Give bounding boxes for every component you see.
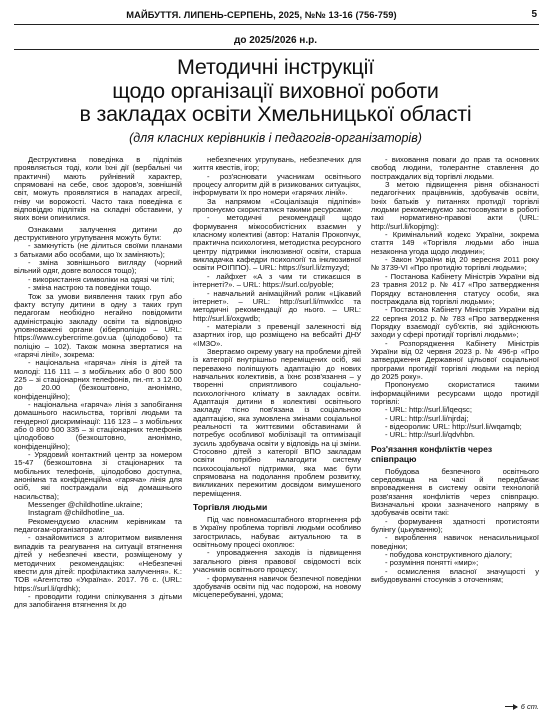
list-item: - виховання поваги до прав та основних свобод людини, толерантне ставлення до постраждалих від торгівлі людьми. — [371, 155, 539, 181]
paragraph: Побудова безпечного освітнього середовища на часі й передбачає впровадження в систему освіти технологій розв'язання конфліктів через співпрацю. Визначальні кроки зазначеного напряму в здобувачів освіти такі: — [371, 466, 539, 518]
list-item: - навчальний анімаційний ролик «Цікавий інтернет». – URL: http://surl.li/mwxlcc та методичні рекомендації до нього. – URL: http://surl.li/oxgwdb; — [193, 288, 361, 323]
list-item: - Закон України від 20 вересня 2011 року № 3739-VI «Про протидію торгівлі людьми»; — [371, 255, 539, 273]
list-item: - лайфхет «А з чим ти стикаєшся в інтернеті?». – URL: https://surl.cc/pyoble; — [193, 271, 361, 290]
headline-line-3: в закладах освіти Хмельницької області — [79, 102, 472, 127]
contact-line: Messenger @childhotline.ukraine; — [28, 500, 143, 510]
paragraph: Під час повномасштабного вторгнення рф в Україну проблема торгівлі людьми особливо загострилась, набуває актуальною та в освітньому процесі охоплює: — [193, 515, 361, 550]
section-heading-trafficking: Торгівля людьми — [193, 502, 268, 513]
list-item: - зміна настрою та поведінки тощо. — [28, 283, 152, 293]
article-column-2 — [193, 156, 361, 600]
list-item: - зміна зовнішнього вигляду (чорний вільний одяг, довге волосся тощо); — [14, 258, 182, 276]
paragraph: Звертаємо окрему увагу на проблеми дітей із категорії внутрішньо переміщених осіб, які переважно поліпшують адаптацію до нових навчальних колективів, а їхнє розв'язання – у творенні сприятливого соціально-психологічного клімату в закладах освіти. Адаптація дитини в колективі освітнього закладу тісно пов'язана із соціальною адаптацією, яка зумовлена змінами соціальної реальності та життєвими обставинами й потребує особливої мобілізації та оптимізації зусиль здобувача освіти у відповідь на ці зміни. Стосовно дітей з категорії ВПО закладам освіти потрібно налагодити систему психосоціальної підтримки, яка має бути спрямована на подолання проблем розвитку, викликаних пережитим досвідом вимушеного переміщення. — [193, 346, 361, 498]
headline-line-2: щодо організації виховної роботи — [112, 78, 439, 103]
newspaper-issue-title: МАЙБУТТЯ. ЛИПЕНЬ-СЕРПЕНЬ, 2025, №№ 13-16 (756-759) — [126, 10, 397, 20]
section-rule — [14, 49, 539, 50]
article-column-1 — [14, 156, 182, 610]
list-item: - національна «гаряча» лінія із дітей та молоді: 116 111 – з мобільних або 0 800 500 225 – зі стаціонарних телефонів, пн.-пт. з 12.00 до 20.00 (безкоштовно, анонімно, конфіденційно); — [14, 358, 182, 401]
list-item: - Урядовий контактний центр за номером 15-47 (безкоштовна зі стаціонарних та мобільних телефонів, цілодобово доступна, анонімна та конфіденційна «гаряча» лінія для осіб, які постраждали від домашнього насильства); — [14, 450, 182, 501]
list-item: - осмислення власної значущості у вибудовуванні стосунків з оточенням; — [371, 566, 539, 585]
continued-on-page — [505, 702, 539, 711]
list-item: - роз'яснювати учасникам освітнього процесу алгоритм дій в ризикованих ситуаціях, інформувати їх про номери «гарячих ліній». — [193, 171, 361, 198]
paragraph: Рекомендуємо класним керівникам та педагогам-організаторам: — [14, 516, 182, 535]
list-item: - формування здатності протистояти булінгу (цькуванню); — [371, 516, 539, 535]
list-item: - методичні рекомендації щодо формування міжособистісних взаємин у класному колективі (автор: Наталія Прокопчук, практична психологиня, методистка ресурсного центру підтримки інклюзивної освіти, старша викладачка кафедри психології та інклюзивної освіти РОІППО). – URL: https://surl.li/zmyzyd; — [193, 213, 361, 273]
list-item: - матеріали з превенції залежності від азартних ігор, що розміщено на вебсайті ДНУ «ІМЗО». — [193, 321, 361, 348]
list-item: - проводити години спілкування з дітьми для запобігання втягнення їх до — [14, 591, 182, 610]
list-item: - ознайомитися з алгоритмом виявлення випадків та реагування на ситуації втягнення дітей у небезпечні квести, розміщеному у методичних рекомендаціях: «Небезпечні квести для дітей: профілактика залучення». К.: ТОВ «Агентство «Україна». 2017. 76 с. (URL: https://surl.li/qrdhk); — [14, 533, 182, 593]
headline-line-1: Методичні інструкції — [176, 55, 375, 79]
article-column-3 — [371, 156, 539, 585]
arrow-right-icon — [505, 706, 517, 707]
list-item: - формування навичок безпечної поведінки здобувачів освіти під час подорожі, на новому місцеперебуванні, удома; — [193, 573, 361, 600]
link-item: - URL: http://surl.li/lqeqsc; — [385, 405, 472, 415]
continued-label: 6 ст. — [520, 702, 539, 711]
article-headline — [0, 56, 551, 127]
section-tag: до 2025/2026 н.р. — [234, 35, 317, 46]
paragraph: Тож за умови виявлення таких груп або факту вступу дитини в одну з таких груп педагогам необхідно негайно повідомити адміністрацію закладу освіти та відповідно уповноважені органи (кіберполіцію – URL: https://www.cybercrime.gov.ua (цілодобово) та поліцію – 102). Також можна звертатися на «гарячі лінії», зокрема: — [14, 291, 182, 359]
paragraph: З метою підвищення рівня обізнаності педагогічних працівників, здобувачів освіти, їхніх батьків у питаннях протидії торгівлі людьми рекомендуємо застосовувати в роботі такі нормативно-правові акти (URL: http://surl.li/kopjmg): — [371, 180, 539, 231]
list-item: - Кримінальний кодекс України, зокрема стаття 149 «Торгівля людьми або інша незаконна угода щодо людини»; — [371, 230, 539, 256]
paragraph: небезпечних угрупувань, небезпечних для життя квестів, ігор; — [193, 155, 361, 173]
link-item: - відеоролик: URL: http://surl.li/wqamqb; — [385, 422, 522, 431]
paragraph: Пропонуємо скористатися такими інформаційними ресурсами щодо протидії торгівлі: — [371, 380, 539, 406]
list-item: - Постанова Кабінету Міністрів України від 23 травня 2012 р. № 417 «Про затвердження Порядку встановлення статусу особи, яка постраждала від торгівлі людьми»; — [371, 271, 539, 306]
list-item: - побудова конструктивного діалогу; — [385, 550, 512, 560]
list-item: - Постанова Кабінету Міністрів України від 22 серпня 2012 р. № 783 «Про затвердження Порядку взаємодії суб'єктів, які здійснюють заходи у сфері протидії торгівлі людьми»; — [371, 305, 539, 340]
header-rule — [14, 24, 539, 25]
link-item: - URL: http://surl.li/njrdaj; — [385, 413, 469, 423]
page-number: 5 — [531, 9, 537, 20]
link-item: - URL: http://surl.li/qdvhbn. — [385, 430, 475, 440]
list-item: - використання символіки на одязі чи тілі; — [28, 274, 175, 284]
list-item: - замкнутість (не ділиться своїми планами з батьками або особами, що їх заміняють); — [14, 241, 182, 259]
section-heading-conflicts: Роз'язання конфліктів через співпрацю — [371, 443, 493, 464]
contact-line: Instagram @childhotline_ua. — [28, 508, 125, 518]
page-header — [14, 6, 539, 24]
paragraph: Деструктивна поведінка в підлітків проявляється тоді, коли їхні дії (вербальні чи практичні) мають руйнівний характер, спрямовані на себе, своє здоров'я, зовнішній світ, можуть проявлятися в нападах агресії, гніву чи ворожості. Часто така поведінка є відповіддю підлітків на складні обставини, у яких вони опинилися. — [14, 155, 182, 223]
list-item: - національна «гаряча» лінія з запобігання домашнього насильства, торгівлі людьми та гендерної дискримінації: 116 123 – з мобільних або 0 800 500 335 – зі стаціонарних телефонів цілодобово (безкоштовно, анонімно, конфіденційно); — [14, 399, 182, 451]
list-item: - упровадження заходів із підвищення загального рівня правової свідомості всіх учасників освітнього процесу; — [193, 548, 361, 575]
article-subtitle: (для класних керівників і педагогів-організаторів) — [129, 131, 422, 145]
paragraph: Ознаками залучення дитини до деструктивного угрупування можуть бути: — [14, 224, 182, 243]
list-item: - вироблення навичок ненасильницької поведінки; — [371, 533, 539, 551]
paragraph: За напрямом «Соціалізація підлітків» пропонуємо скористатися такими ресурсами: — [193, 196, 361, 215]
list-item: - розуміння понятті «мир»; — [385, 558, 479, 568]
list-item: - Розпорядження Кабінету Міністрів України від 02 червня 2023 р. № 496-р «Про затвердження Державної цільової соціальної програми протидії торгівлі людьми на період до 2025 року». — [371, 338, 539, 381]
